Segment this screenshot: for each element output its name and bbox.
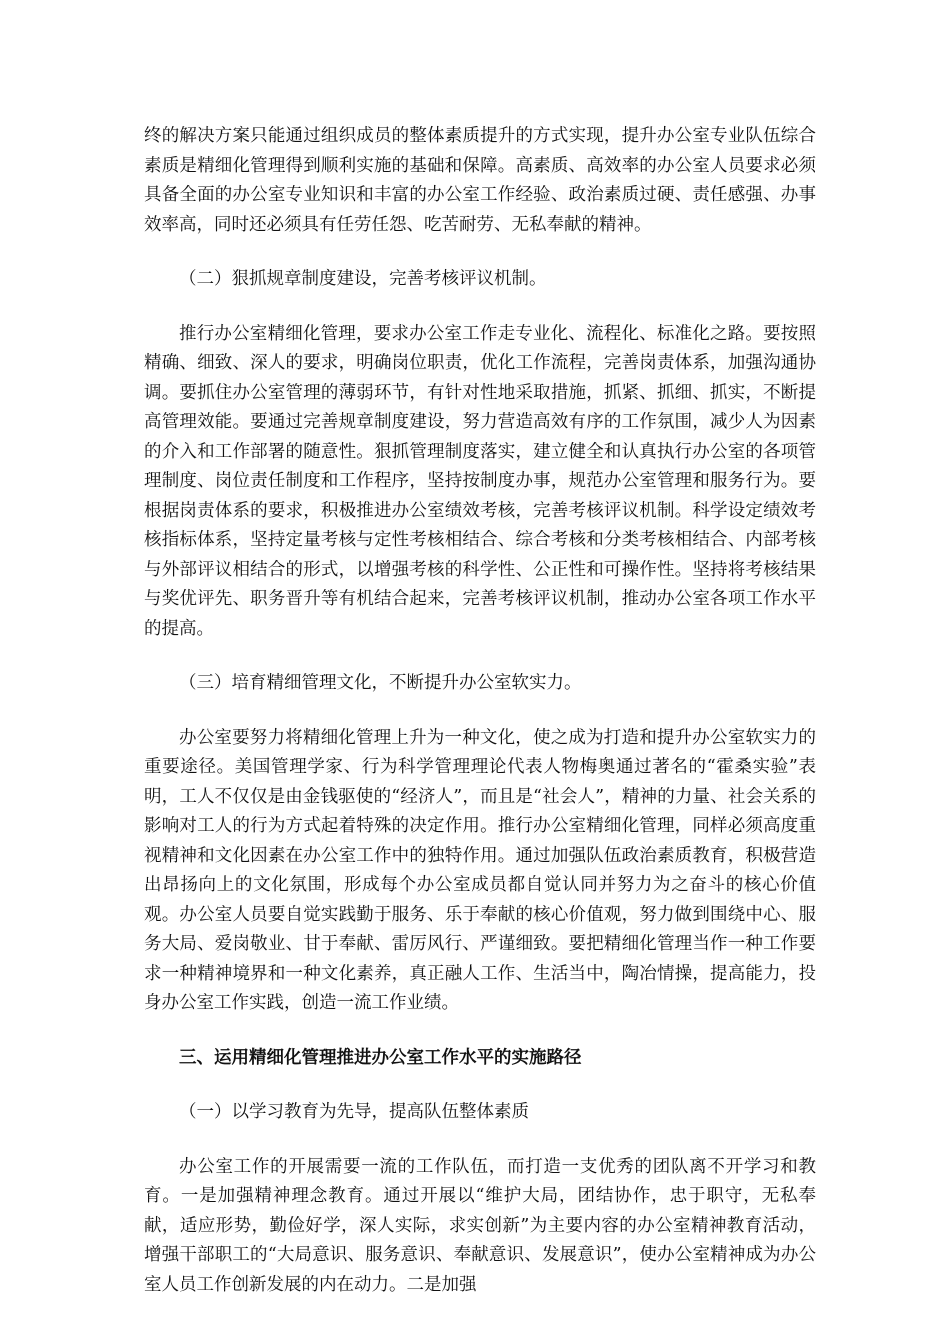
paragraph-culture: 办公室要努力将精细化管理上升为一种文化，使之成为打造和提升办公室软实力的重要途径。美国管理学家、行为科学管理理论代表人物梅奥通过著名的“霍桑实验”表明，工人不仅仅是由金钱驱使的“经济人”，而且是“社会人”，精神的力量、社会关系的影响对工人的行为方式起着特殊的决定作用。推行办公室精细化管理，同样必须高度重视精神和文化因素在办公室工作中的独特作用。通过加强队伍政治素质教育，积极营造出昂扬向上的文化氛围，形成每个办公室成员都自觉认同并努力为之奋斗的核心价值观。办公室人员要自觉实践勤于服务、乐于奉献的核心价值观，努力做到围绕中心、服务大局、爱岗敬业、甘于奉献、雷厉风行、严谨细致。要把精细化管理当作一种工作要求一种精神境界和一种文化素养，真正融人工作、生活当中，陶冶情操，提高能力，投身办公室工作实践，创造一流工作业绩。: [144, 727, 816, 1013]
paragraph-continuation: 终的解决方案只能通过组织成员的整体素质提升的方式实现，提升办公室专业队伍综合素质是精细化管理得到顺利实施的基础和保障。高素质、高效率的办公室人员要求必须具备全面的办公室专业知识和丰富的办公室工作经验、政治素质过硬、责任感强、办事效率高，同时还必须具有任劳任怨、吃苦耐劳、无私奉献的精神。: [144, 126, 816, 235]
document-page: [144, 122, 816, 1325]
subsection-heading-2: （二）狠抓规章制度建设，完善考核评议机制。: [179, 269, 547, 289]
subsection-heading-3-1: （一）以学习教育为先导，提高队伍整体素质: [179, 1102, 529, 1122]
paragraph-regulations: 推行办公室精细化管理，要求办公室工作走专业化、流程化、标准化之路。要按照精确、细致、深人的要求，明确岗位职责，优化工作流程，完善岗责体系，加强沟通协调。要抓住办公室管理的薄弱环节，有针对性地采取措施，抓紧、抓细、抓实，不断提高管理效能。要通过完善规章制度建设，努力营造高效有序的工作氛围，减少人为因素的介入和工作部署的随意性。狠抓管理制度落实，建立健全和认真执行办公室的各项管理制度、岗位责任制度和工作程序，坚持按制度办事，规范办公室管理和服务行为。要根据岗责体系的要求，积极推进办公室绩效考核，完善考核评议机制。科学设定绩效考核指标体系，坚持定量考核与定性考核相结合、综合考核和分类考核相结合、内部考核与外部评议相结合的形式，以增强考核的科学性、公正性和可操作性。坚持将考核结果与奖优评先、职务晋升等有机结合起来，完善考核评议机制，推动办公室各项工作水平的提高。: [144, 323, 816, 639]
subsection-heading-3: （三）培育精细管理文化，不断提升办公室软实力。: [179, 673, 582, 693]
paragraph-education: 办公室工作的开展需要一流的工作队伍，而打造一支优秀的团队离不开学习和教育。一是加强精神理念教育。通过开展以“维护大局，团结协作，忠于职守，无私奉献，适应形势，勤俭好学，深人实际，求实创新”为主要内容的办公室精神教育活动，增强干部职工的“大局意识、服务意识、奉献意识、发展意识”，使办公室精神成为办公室人员工作创新发展的内在动力。二是加强: [144, 1156, 816, 1295]
section-heading-3: 三、运用精细化管理推进办公室工作水平的实施路径: [179, 1047, 582, 1068]
